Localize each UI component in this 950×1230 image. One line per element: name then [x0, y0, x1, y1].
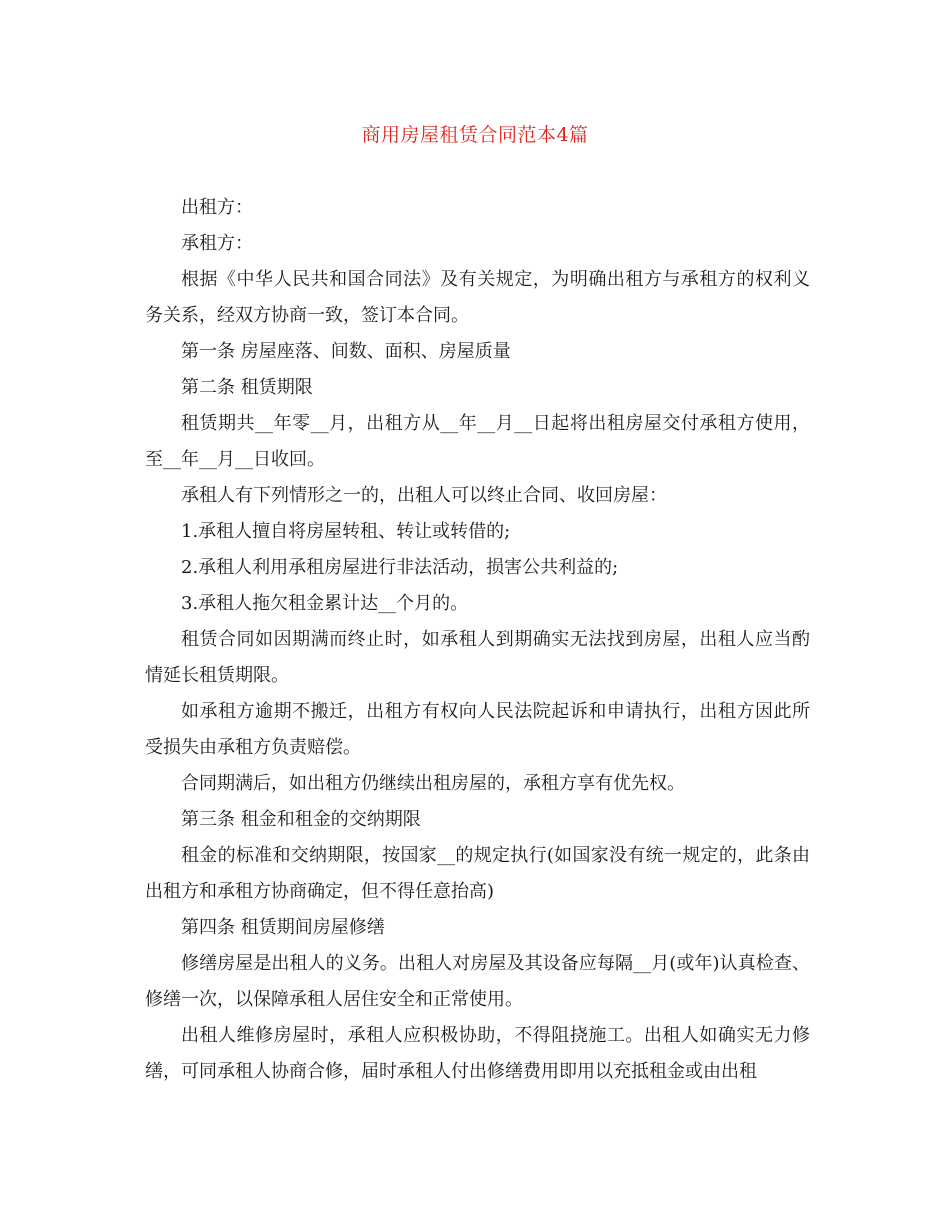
document-body — [145, 190, 810, 1090]
list-item-2: 2.承租人利用承租房屋进行非法活动，损害公共利益的; — [181, 557, 619, 578]
paragraph-overdue-eviction: 如承租方逾期不搬迁，出租方有权向人民法院起诉和申请执行，出租方因此所受损失由承租方负责赔偿。 — [145, 701, 810, 758]
document-title: 商用房屋租赁合同范本4篇 — [361, 124, 589, 146]
paragraph-repair-cooperation: 出租人维修房屋时，承租人应积极协助，不得阻挠施工。出租人如确实无力修缮，可同承租人协商合修，届时承租人付出修缮费用即用以充抵租金或由出租 — [145, 1025, 810, 1082]
paragraph-preamble: 根据《中华人民共和国合同法》及有关规定，为明确出租方与承租方的权利义务关系，经双方协商一致，签订本合同。 — [145, 269, 810, 326]
paragraph-priority-right: 合同期满后，如出租方仍继续出租房屋的，承租方享有优先权。 — [181, 773, 685, 794]
article-3-heading: 第三条 租金和租金的交纳期限 — [181, 809, 421, 830]
paragraph-repair-duty: 修缮房屋是出租人的义务。出租人对房屋及其设备应每隔__月(或年)认真检查、修缮一次，以保障承租人居住安全和正常使用。 — [145, 953, 810, 1010]
list-item-1: 1.承租人擅自将房屋转租、转让或转借的; — [181, 521, 511, 542]
article-1-heading: 第一条 房屋座落、间数、面积、房屋质量 — [181, 341, 511, 362]
article-4-heading: 第四条 租赁期间房屋修缮 — [181, 917, 385, 938]
article-2-heading: 第二条 租赁期限 — [181, 377, 313, 398]
list-item-3: 3.承租人拖欠租金累计达__个月的。 — [181, 593, 469, 614]
paragraph-lessor: 出租方： — [181, 197, 253, 218]
paragraph-rent-standard: 租金的标准和交纳期限，按国家__的规定执行(如国家没有统一规定的，此条由出租方和承租方协商确定，但不得任意抬高) — [145, 845, 810, 902]
paragraph-expiry-extension: 租赁合同如因期满而终止时，如承租人到期确实无法找到房屋，出租人应当酌情延长租赁期限。 — [145, 629, 810, 686]
paragraph-termination-conditions: 承租人有下列情形之一的，出租人可以终止合同、收回房屋： — [181, 485, 667, 506]
paragraph-lessee: 承租方： — [181, 233, 253, 254]
paragraph-lease-term: 租赁期共__年零__月，出租方从__年__月__日起将出租房屋交付承租方使用，至__年__月__日收回。 — [145, 413, 810, 470]
